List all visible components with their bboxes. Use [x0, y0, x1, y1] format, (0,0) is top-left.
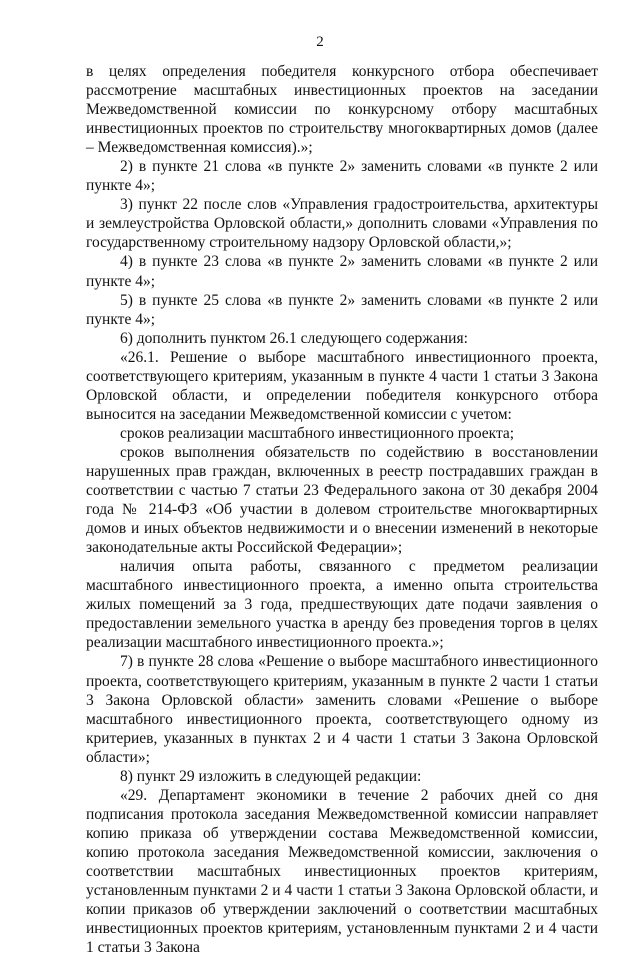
- paragraph-clause-26-1: «26.1. Решение о выборе масштабного инвестиционного проекта, соответствующего критериям, указанным в пункте 4 части 1 статьи 3 Закона Орловской области, и определении победителя конкурсного отбора выносится на заседании Межведомственной комиссии с учетом:: [86, 348, 598, 423]
- page-number: 2: [316, 34, 324, 50]
- paragraph-item-5: 5) в пункте 25 слова «в пункте 2» заменить словами «в пункте 2 или пункте 4»;: [86, 291, 598, 328]
- paragraph-criterion-experience: наличия опыта работы, связанного с предметом реализации масштабного инвестиционного проекта, а именно опыта строительства жилых помещений за 3 года, предшествующих дате подачи заявления о предоставлении земельного участка в аренду без проведения торгов в целях реализации масштабного инвестиционного проекта.»;: [86, 558, 598, 652]
- paragraph-item-6: 6) дополнить пунктом 26.1 следующего содержания:: [120, 329, 468, 347]
- paragraph-criterion-terms: сроков реализации масштабного инвестиционного проекта;: [120, 424, 515, 442]
- paragraph-clause-29: «29. Департамент экономики в течение 2 рабочих дней со дня подписания протокола заседания Межведомственной комиссии направляет копию приказа об утверждении состава Межведомственной комиссии, копию протокола заседания Межведомственной комиссии, заключения о соответствии масштабных инвестиционных проектов критериям, установленным пунктами 2 и 4 части 1 статьи 3 Закона Орловской области, и копии приказов об утверждении заключений о соответствии масштабных инвестиционных проектов критериям, установленным пунктами 2 и 4 части 1 статьи 3 Закона: [86, 786, 598, 957]
- paragraph-item-7: 7) в пункте 28 слова «Решение о выборе масштабного инвестиционного проекта, соответствующего критериям, указанным в пункте 2 части 1 статьи 3 Закона Орловской области» заменить словами «Решение о выборе масштабного инвестиционного проекта, соответствующего одному из критериев, указанных в пунктах 2 и 4 части 1 статьи 3 Закона Орловской области»;: [86, 653, 598, 766]
- paragraph-item-4: 4) в пункте 23 слова «в пункте 2» заменить словами «в пункте 2 или пункте 4»;: [86, 253, 598, 290]
- paragraph-criterion-obligations: сроков выполнения обязательств по содействию в восстановлении нарушенных прав граждан, включенных в реестр пострадавших граждан в соответствии с частью 7 статьи 23 Федерального закона от 30 декабря 2004 года № 214-ФЗ «Об участии в долевом строительстве многоквартирных домов и иных объектов недвижимости и о внесении изменений в некоторые законодательные акты Российской Федерации»;: [86, 443, 598, 557]
- paragraph-item-8: 8) пункт 29 изложить в следующей редакции:: [120, 767, 422, 785]
- paragraph-continuation: в целях определения победителя конкурсного отбора обеспечивает рассмотрение масштабных инвестиционных проектов на заседании Межведомственной комиссии по конкурсному отбору масштабных инвестиционных проектов по строительству многоквартирных домов (далее – Межведомственная комиссия).»;: [86, 63, 598, 157]
- document-body: [86, 62, 598, 957]
- paragraph-item-3: 3) пункт 22 после слов «Управления градостроительства, архитектуры и землеустройства Орловской области,» дополнить словами «Управления по государственному строительному надзору Орловской области,»;: [86, 196, 598, 252]
- paragraph-item-2: 2) в пункте 21 слова «в пункте 2» заменить словами «в пункте 2 или пункте 4»;: [86, 158, 598, 195]
